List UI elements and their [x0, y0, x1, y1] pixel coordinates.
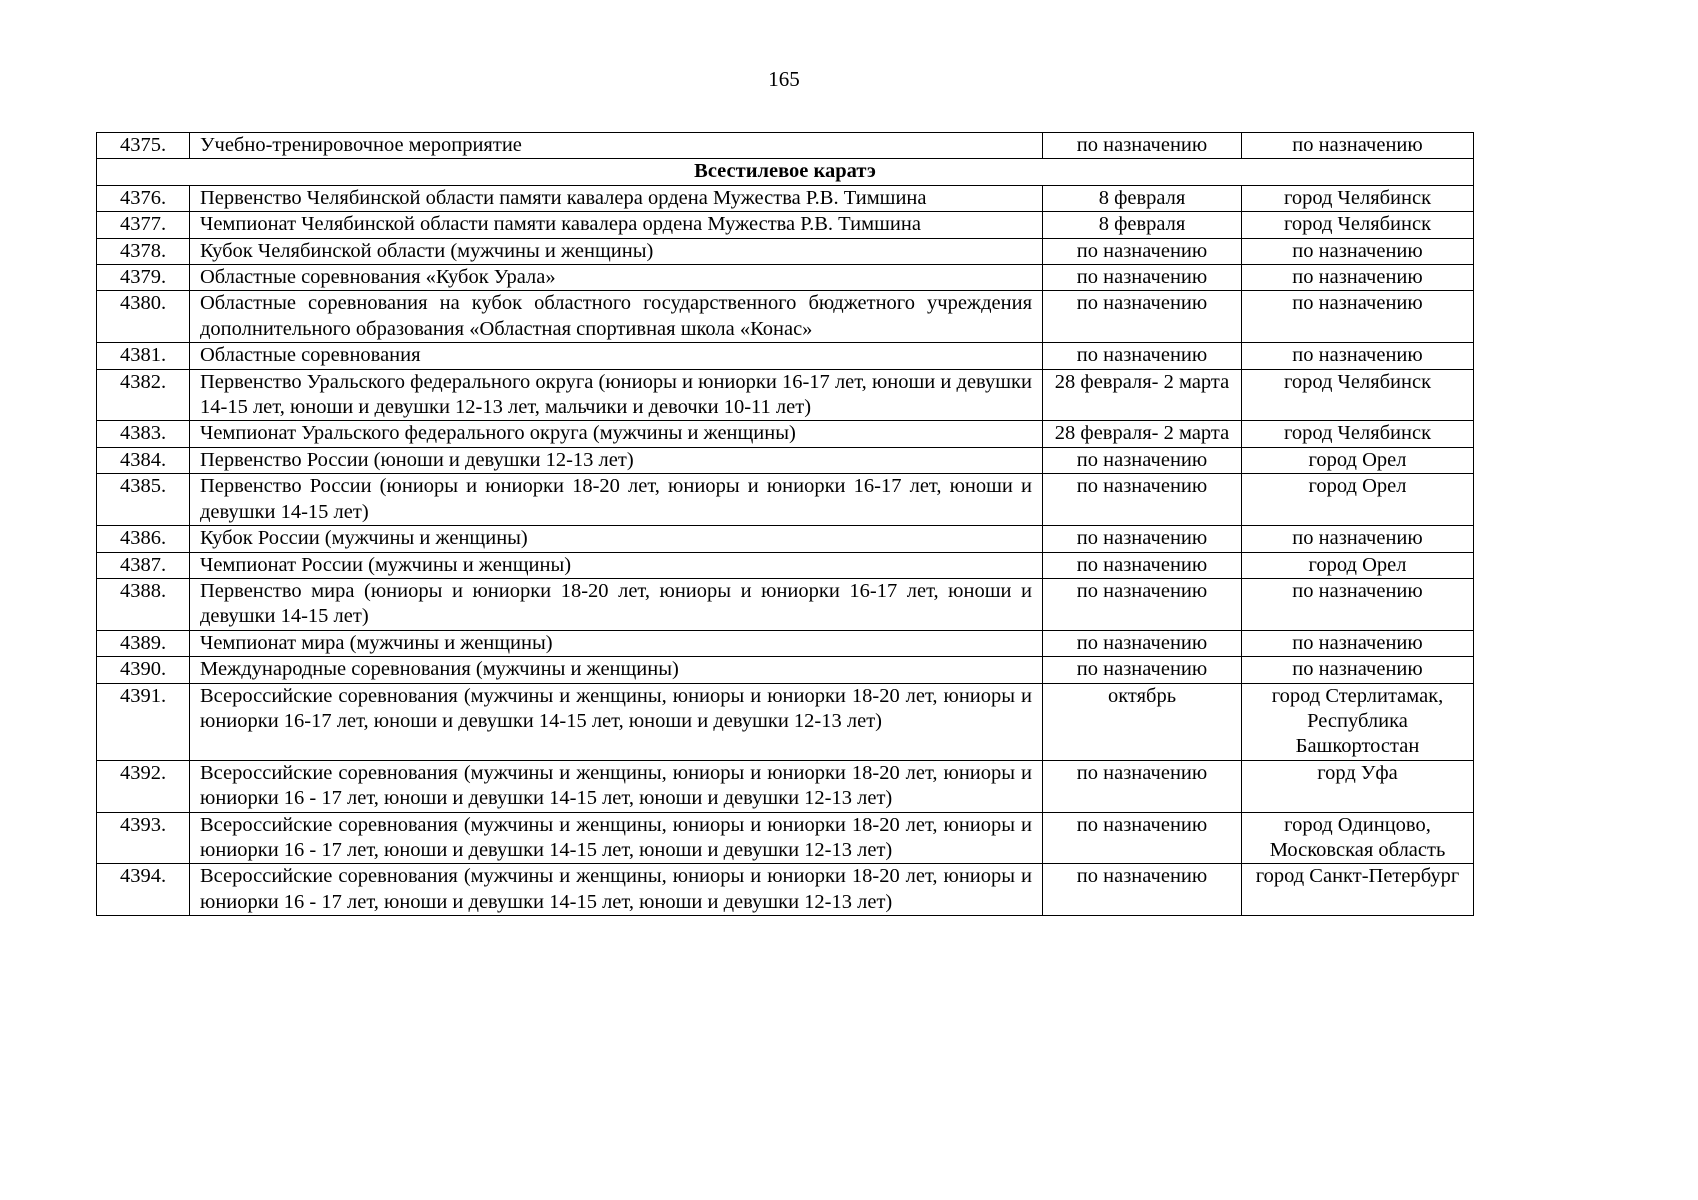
events-table	[96, 132, 1474, 916]
event-date: по назначению	[1043, 291, 1242, 343]
event-place: по назначению	[1242, 265, 1474, 291]
events-table-body	[97, 133, 1474, 916]
event-number: 4389.	[97, 630, 190, 656]
table-row	[97, 421, 1474, 447]
event-date: 8 февраля	[1043, 212, 1242, 238]
event-name: Всероссийские соревнования (мужчины и женщины, юниоры и юниорки 18-20 лет, юниоры и юниорки 16 - 17 лет, юноши и девушки 14-15 лет, юноши и девушки 12-13 лет)	[190, 760, 1043, 812]
event-place: город Челябинск	[1242, 185, 1474, 211]
event-place: по назначению	[1242, 133, 1474, 159]
event-date: октябрь	[1043, 683, 1242, 760]
event-place: по назначению	[1242, 343, 1474, 369]
event-name: Всероссийские соревнования (мужчины и женщины, юниоры и юниорки 18-20 лет, юниоры и юниорки 16-17 лет, юноши и девушки 14-15 лет, юноши и девушки 12-13 лет)	[190, 683, 1043, 760]
event-number: 4377.	[97, 212, 190, 238]
table-row	[97, 447, 1474, 473]
page-number: 165	[768, 67, 800, 91]
event-date: по назначению	[1043, 630, 1242, 656]
table-row	[97, 343, 1474, 369]
event-place: город Орел	[1242, 552, 1474, 578]
event-place: горд Уфа	[1242, 760, 1474, 812]
table-row	[97, 657, 1474, 683]
event-date: по назначению	[1043, 552, 1242, 578]
event-name: Областные соревнования «Кубок Урала»	[190, 265, 1043, 291]
event-date: по назначению	[1043, 657, 1242, 683]
event-date: 28 февраля- 2 марта	[1043, 421, 1242, 447]
event-name: Первенство России (юниоры и юниорки 18-20 лет, юниоры и юниорки 16-17 лет, юноши и девушки 14-15 лет)	[190, 474, 1043, 526]
event-name: Учебно-тренировочное мероприятие	[190, 133, 1043, 159]
event-name: Первенство Челябинской области памяти кавалера ордена Мужества Р.В. Тимшина	[190, 185, 1043, 211]
event-name: Всероссийские соревнования (мужчины и женщины, юниоры и юниорки 18-20 лет, юниоры и юниорки 16 - 17 лет, юноши и девушки 14-15 лет, юноши и девушки 12-13 лет)	[190, 864, 1043, 916]
event-number: 4383.	[97, 421, 190, 447]
event-number: 4386.	[97, 526, 190, 552]
table-row	[97, 552, 1474, 578]
event-name: Первенство Уральского федерального округа (юниоры и юниорки 16-17 лет, юноши и девушки 14-15 лет, юноши и девушки 12-13 лет, мальчики и девочки 10-11 лет)	[190, 369, 1043, 421]
event-number: 4387.	[97, 552, 190, 578]
event-date: по назначению	[1043, 526, 1242, 552]
event-name: Кубок России (мужчины и женщины)	[190, 526, 1043, 552]
event-name: Чемпионат Уральского федерального округа (мужчины и женщины)	[190, 421, 1043, 447]
table-row	[97, 238, 1474, 264]
event-number: 4376.	[97, 185, 190, 211]
event-name: Областные соревнования на кубок областного государственного бюджетного учреждения дополнительного образования «Областная спортивная школа «Конас»	[190, 291, 1043, 343]
table-row	[97, 526, 1474, 552]
table-row	[97, 760, 1474, 812]
event-date: по назначению	[1043, 812, 1242, 864]
event-number: 4385.	[97, 474, 190, 526]
event-place: по назначению	[1242, 630, 1474, 656]
event-date: по назначению	[1043, 864, 1242, 916]
section-title: Всестилевое каратэ	[97, 159, 1474, 185]
event-name: Всероссийские соревнования (мужчины и женщины, юниоры и юниорки 18-20 лет, юниоры и юниорки 16 - 17 лет, юноши и девушки 14-15 лет, юноши и девушки 12-13 лет)	[190, 812, 1043, 864]
table-row	[97, 683, 1474, 760]
event-place: город Санкт-Петербург	[1242, 864, 1474, 916]
event-place: по назначению	[1242, 526, 1474, 552]
event-name: Кубок Челябинской области (мужчины и женщины)	[190, 238, 1043, 264]
event-number: 4379.	[97, 265, 190, 291]
event-place: город Орел	[1242, 447, 1474, 473]
event-number: 4390.	[97, 657, 190, 683]
event-date: по назначению	[1043, 760, 1242, 812]
event-date: 28 февраля- 2 марта	[1043, 369, 1242, 421]
table-row	[97, 185, 1474, 211]
event-number: 4388.	[97, 578, 190, 630]
event-place: по назначению	[1242, 291, 1474, 343]
event-number: 4382.	[97, 369, 190, 421]
event-place: город Одинцово, Московская область	[1242, 812, 1474, 864]
event-number: 4393.	[97, 812, 190, 864]
event-number: 4394.	[97, 864, 190, 916]
event-place: по назначению	[1242, 238, 1474, 264]
event-place: город Орел	[1242, 474, 1474, 526]
table-row	[97, 369, 1474, 421]
event-date: 8 февраля	[1043, 185, 1242, 211]
event-date: по назначению	[1043, 474, 1242, 526]
event-place: по назначению	[1242, 657, 1474, 683]
event-name: Чемпионат России (мужчины и женщины)	[190, 552, 1043, 578]
event-name: Первенство России (юноши и девушки 12-13 лет)	[190, 447, 1043, 473]
section-header-row	[97, 159, 1474, 185]
event-number: 4384.	[97, 447, 190, 473]
event-number: 4392.	[97, 760, 190, 812]
table-row	[97, 291, 1474, 343]
event-name: Чемпионат мира (мужчины и женщины)	[190, 630, 1043, 656]
table-row	[97, 578, 1474, 630]
event-number: 4378.	[97, 238, 190, 264]
event-date: по назначению	[1043, 238, 1242, 264]
event-place: город Челябинск	[1242, 369, 1474, 421]
event-name: Областные соревнования	[190, 343, 1043, 369]
event-number: 4375.	[97, 133, 190, 159]
event-date: по назначению	[1043, 133, 1242, 159]
event-date: по назначению	[1043, 343, 1242, 369]
event-name: Чемпионат Челябинской области памяти кавалера ордена Мужества Р.В. Тимшина	[190, 212, 1043, 238]
event-place: город Челябинск	[1242, 212, 1474, 238]
event-name: Международные соревнования (мужчины и женщины)	[190, 657, 1043, 683]
event-date: по назначению	[1043, 578, 1242, 630]
table-row	[97, 133, 1474, 159]
event-name: Первенство мира (юниоры и юниорки 18-20 лет, юниоры и юниорки 16-17 лет, юноши и девушки 14-15 лет)	[190, 578, 1043, 630]
table-row	[97, 212, 1474, 238]
event-number: 4391.	[97, 683, 190, 760]
event-place: город Челябинск	[1242, 421, 1474, 447]
table-row	[97, 812, 1474, 864]
event-number: 4381.	[97, 343, 190, 369]
event-number: 4380.	[97, 291, 190, 343]
event-date: по назначению	[1043, 447, 1242, 473]
table-row	[97, 630, 1474, 656]
table-row	[97, 864, 1474, 916]
event-date: по назначению	[1043, 265, 1242, 291]
table-row	[97, 265, 1474, 291]
table-row	[97, 474, 1474, 526]
event-place: по назначению	[1242, 578, 1474, 630]
event-place: город Стерлитамак, Республика Башкортостан	[1242, 683, 1474, 760]
